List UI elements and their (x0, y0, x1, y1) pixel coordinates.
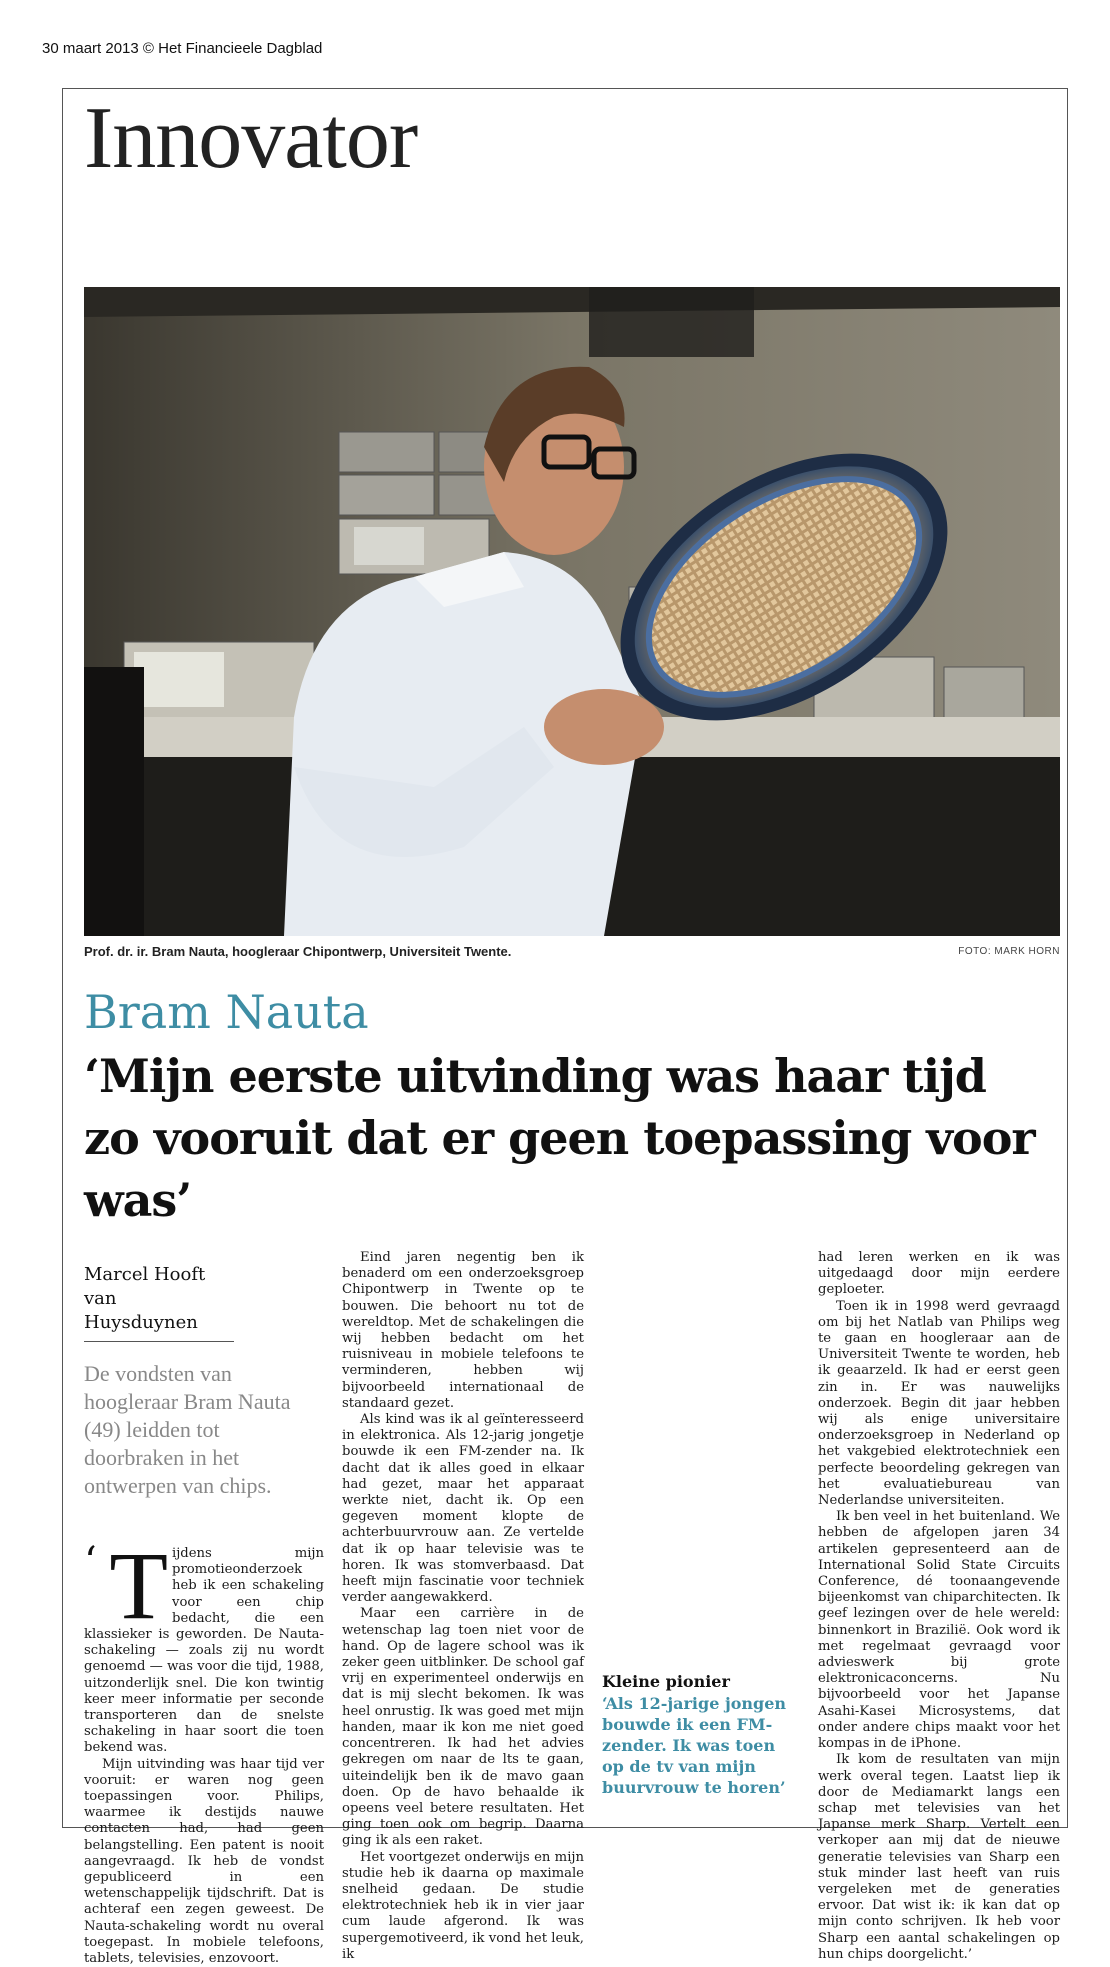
body-paragraph: ijdens mijn promotieonderzoek heb ik een schakeling voor een chip bedacht, die een klassieker is geworden. De Nauta-schakeling — zoals zij nu wordt genoemd — was voor die tijd, 1988, uitzonderlijk snel. Die kon twintig keer meer informatie per seconde transporteren dan de snelste schakeling in haar soort die toen bekend was. (84, 1546, 324, 1756)
sidebar-box (602, 1672, 802, 1798)
body-paragraph: Mijn uitvinding was haar tijd ver vooruit: er waren nog geen toepassingen voor. Philips, waarmee ik destijds nauwe contacten had, had geen belangstelling. Een patent is nooit aangevraagd. Ik heb de vondst gepubliceerd in een wetenschappelijk tijdschrift. Dat is achteraf een zegen geweest. De Nauta-schakeling wordt nu overal toegepast. In mobiele telefoons, tablets, televisies, enzovoort. (84, 1756, 324, 1967)
sidebar-title: Kleine pionier (602, 1672, 730, 1691)
section-title: Innovator (84, 90, 418, 187)
author-line-2: van Huysduynen (84, 1288, 198, 1333)
photo-credit: FOTO: MARK HORN (958, 946, 1060, 957)
drop-quote-mark: ‘ (84, 1539, 97, 1585)
author-line-1: Marcel Hooft (84, 1264, 206, 1285)
photo-caption: Prof. dr. ir. Bram Nauta, hoogleraar Chipontwerp, Universiteit Twente. (84, 944, 512, 959)
column-2 (342, 1250, 584, 1963)
body-paragraph: Het voortgezet onderwijs en mijn studie heb ik daarna op maximale snelheid gedaan. De studie elektrotechniek heb ik in vier jaar cum laude afgerond. Ik was supergemotiveerd, ik vond het leuk, ik (342, 1849, 584, 1962)
headline: ‘Mijn eerste uitvinding was haar tijd zo vooruit dat er geen toepassing voor was’ (84, 1049, 1035, 1227)
body-paragraph: had leren werken en ik was uitgedaagd door mijn eerdere geploeter. (818, 1250, 1060, 1298)
column-4 (818, 1250, 1060, 1963)
drop-cap-block (84, 1532, 324, 1967)
column-1 (84, 1263, 324, 1967)
portrait-photo (84, 287, 1060, 936)
body-paragraph: Als kind was ik al geïnteresseerd in elektronica. Als 12-jarig jongetje bouwde ik een FM-zender na. Ik dacht dat ik alles goed in elkaar had gezet, maar het apparaat werkte niet, dacht ik. Op een gegeven moment klopte de achterbuurvrouw aan. Ze vertelde dat ik op haar televisie was te horen. Ik was stomverbaasd. Dat heeft mijn fascinatie voor techniek verder aangewakkerd. (342, 1412, 584, 1606)
lab-photo-illustration (84, 287, 1060, 936)
dateline: 30 maart 2013 © Het Financieele Dagblad (42, 40, 323, 57)
body-paragraph: Toen ik in 1998 werd gevraagd om bij het Natlab van Philips weg te gaan en hoogleraar aan de Universiteit Twente te worden, heb ik geaarzeld. Ik had er eerst geen zin in. Er was nauwelijks onderzoek. Begin dit jaar hebben wij als enige universitaire onderzoeksgroep in Nederland op het vakgebied elektrotechniek een perfecte beoordeling gekregen van het evaluatiebureau van Nederlandse universiteiten. (818, 1298, 1060, 1509)
author-byline (84, 1263, 234, 1342)
drop-cap: T (109, 1532, 168, 1639)
body-paragraph: Maar een carrière in de wetenschap lag toen niet voor de hand. Op de lagere school was ik zeker geen uitblinker. De school gaf vrij en experimenteel onderwijs en dat is mij slecht bekomen. Ik was heel onrustig. Ik was goed met mijn handen, maar ik kon me niet goed concentreren. Ik had het advies gekregen om naar de lts te gaan, uiteindelijk ben ik de mavo gaan doen. Op de havo behaalde ik opeens veel betere resultaten. Het ging toen ook om begrip. Daarna ging ik als een raket. (342, 1606, 584, 1849)
sidebar-quote: ‘Als 12-jarige jongen bouwde ik een FM-zender. Ik was toen op de tv van mijn buurvrouw te horen’ (602, 1694, 787, 1797)
body-paragraph: Eind jaren negentig ben ik benaderd om een onderzoeksgroep Chipontwerp in Twente op te bouwen. Die behoort nu tot de wereldtop. Met de schakelingen die wij hebben bedacht om het ruisniveau in mobiele telefoons te verminderen, hebben wij bijvoorbeeld internationaal de standaard gezet. (342, 1250, 584, 1411)
body-paragraph: Ik kom de resultaten van mijn werk overal tegen. Laatst liep ik door de Mediamarkt langs een schap met televisies van het Japanse merk Sharp. Vertelt een verkoper aan mij dat de nieuwe generatie televisies van Sharp een stuk minder last heeft van ruis vergeleken met de generaties ervoor. Dat wist ik: ik kan dat op mijn conto schrijven. Ik heb voor Sharp een aantal schakelingen op hun chips doorgelicht.’ (818, 1752, 1060, 1962)
body-paragraph: Ik ben veel in het buitenland. We hebben de afgelopen jaren 34 artikelen gepresenteerd aan de International Solid State Circuits Conference, dé toonaangevende bijeenkomst van chiparchitecten. Ik geef lezingen over de hele wereld: binnenkort in Brazilië. Ook word ik met regelmaat gevraagd voor advieswerk bij grote elektronicaconcerns. Nu bijvoorbeeld voor het Japanse Asahi-Kasei Microsystems, dat onder andere chips maakt voor het kompas in de iPhone. (818, 1509, 1060, 1752)
subject-name: Bram Nauta (84, 985, 369, 1039)
lead-paragraph: De vondsten van hoogleraar Bram Nauta (49) leidden tot doorbraken in het ontwerpen van chips. (84, 1361, 291, 1498)
